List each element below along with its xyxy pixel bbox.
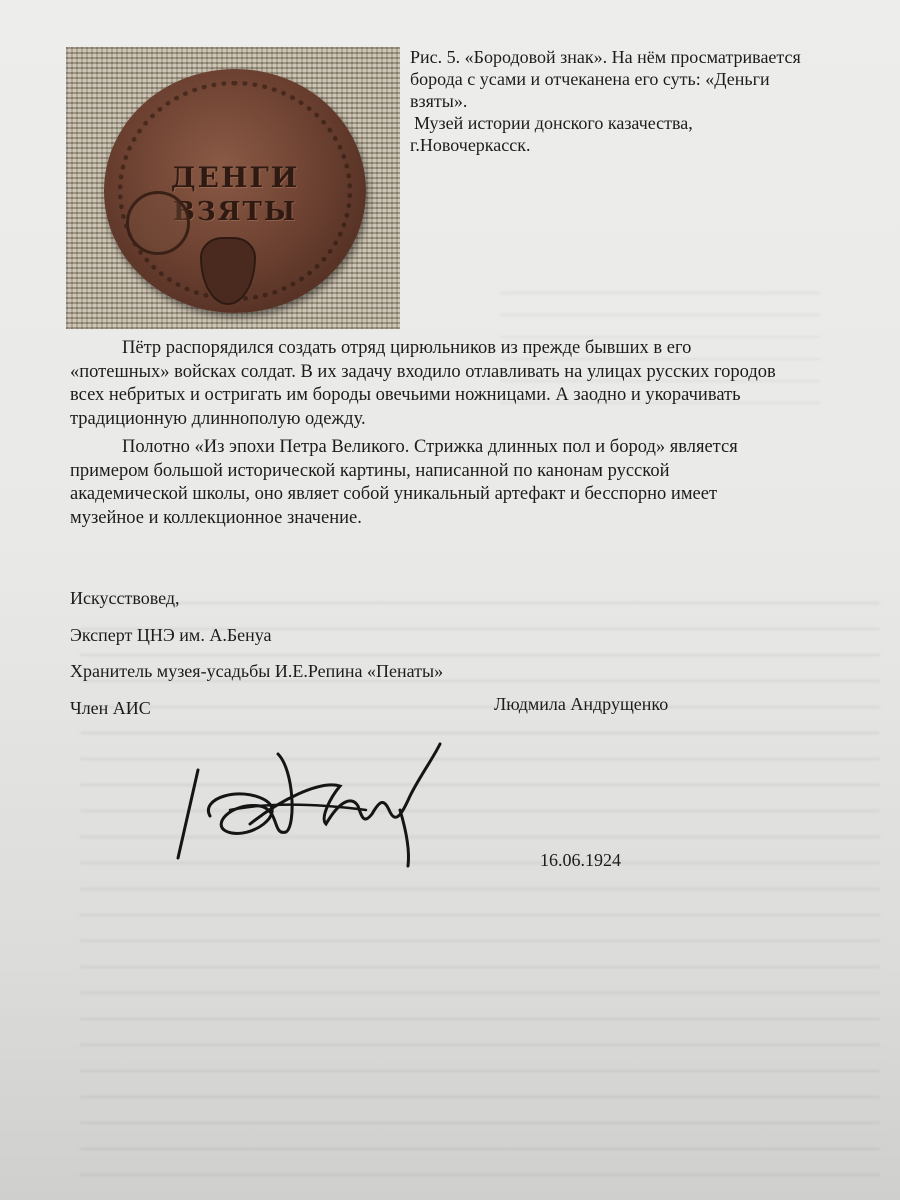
coin-inscription-line-2: ВЗЯТЫ: [172, 197, 298, 227]
paragraph-line: Пётр распорядился создать отряд цирюльников из прежде бывших в его: [122, 338, 692, 358]
coin-photo: [66, 47, 400, 329]
paragraph-2: [70, 436, 820, 530]
signer-title-member: Член АИС: [70, 698, 151, 718]
signer-title-expert: Эксперт ЦНЭ им. А.Бенуа: [70, 625, 272, 645]
document-date: 16.06.1924: [540, 850, 621, 870]
body-text: [70, 337, 820, 530]
beard-token-coin: [104, 69, 366, 313]
eagle-stamp-icon: [126, 191, 190, 255]
caption-line: Рис. 5. «Бородовой знак». На нём просматривается: [410, 47, 801, 67]
handwritten-signature: [170, 740, 460, 870]
caption-line: взяты».: [410, 91, 468, 111]
figure-caption: [410, 46, 880, 156]
signer-name: Людмила Андрущенко: [494, 694, 669, 714]
paragraph-line: «потешных» войсках солдат. В их задачу входило отлавливать на улицах русских городов: [70, 361, 776, 382]
caption-line: Музей истории донского казачества,: [414, 113, 693, 133]
coin-inscription-line-1: ДЕНГИ: [170, 161, 300, 194]
paragraph-line: музейное и коллекционное значение.: [70, 507, 362, 528]
paragraph-line: академической школы, оно являет собой уникальный артефакт и бесспорно имеет: [70, 484, 718, 504]
paragraph-line: примером большой исторической картины, написанной по канонам русской: [70, 460, 670, 481]
caption-line: борода с усами и отчеканена его суть: «Деньги: [410, 69, 770, 89]
paragraph-line: традиционную длиннополую одежду.: [70, 408, 366, 429]
paragraph-1: [70, 337, 820, 431]
signer-title-art-historian: Искусствовед,: [70, 588, 180, 608]
paragraph-line: всех небритых и остригать им бороды овечьими ножницами. А заодно и укорачивать: [70, 385, 741, 405]
caption-line: г.Новочеркасск.: [410, 135, 531, 155]
signer-title-keeper: Хранитель музея-усадьбы И.Е.Репина «Пенаты»: [70, 661, 444, 681]
paragraph-line: Полотно «Из эпохи Петра Великого. Стрижка длинных пол и бород» является: [122, 437, 738, 457]
